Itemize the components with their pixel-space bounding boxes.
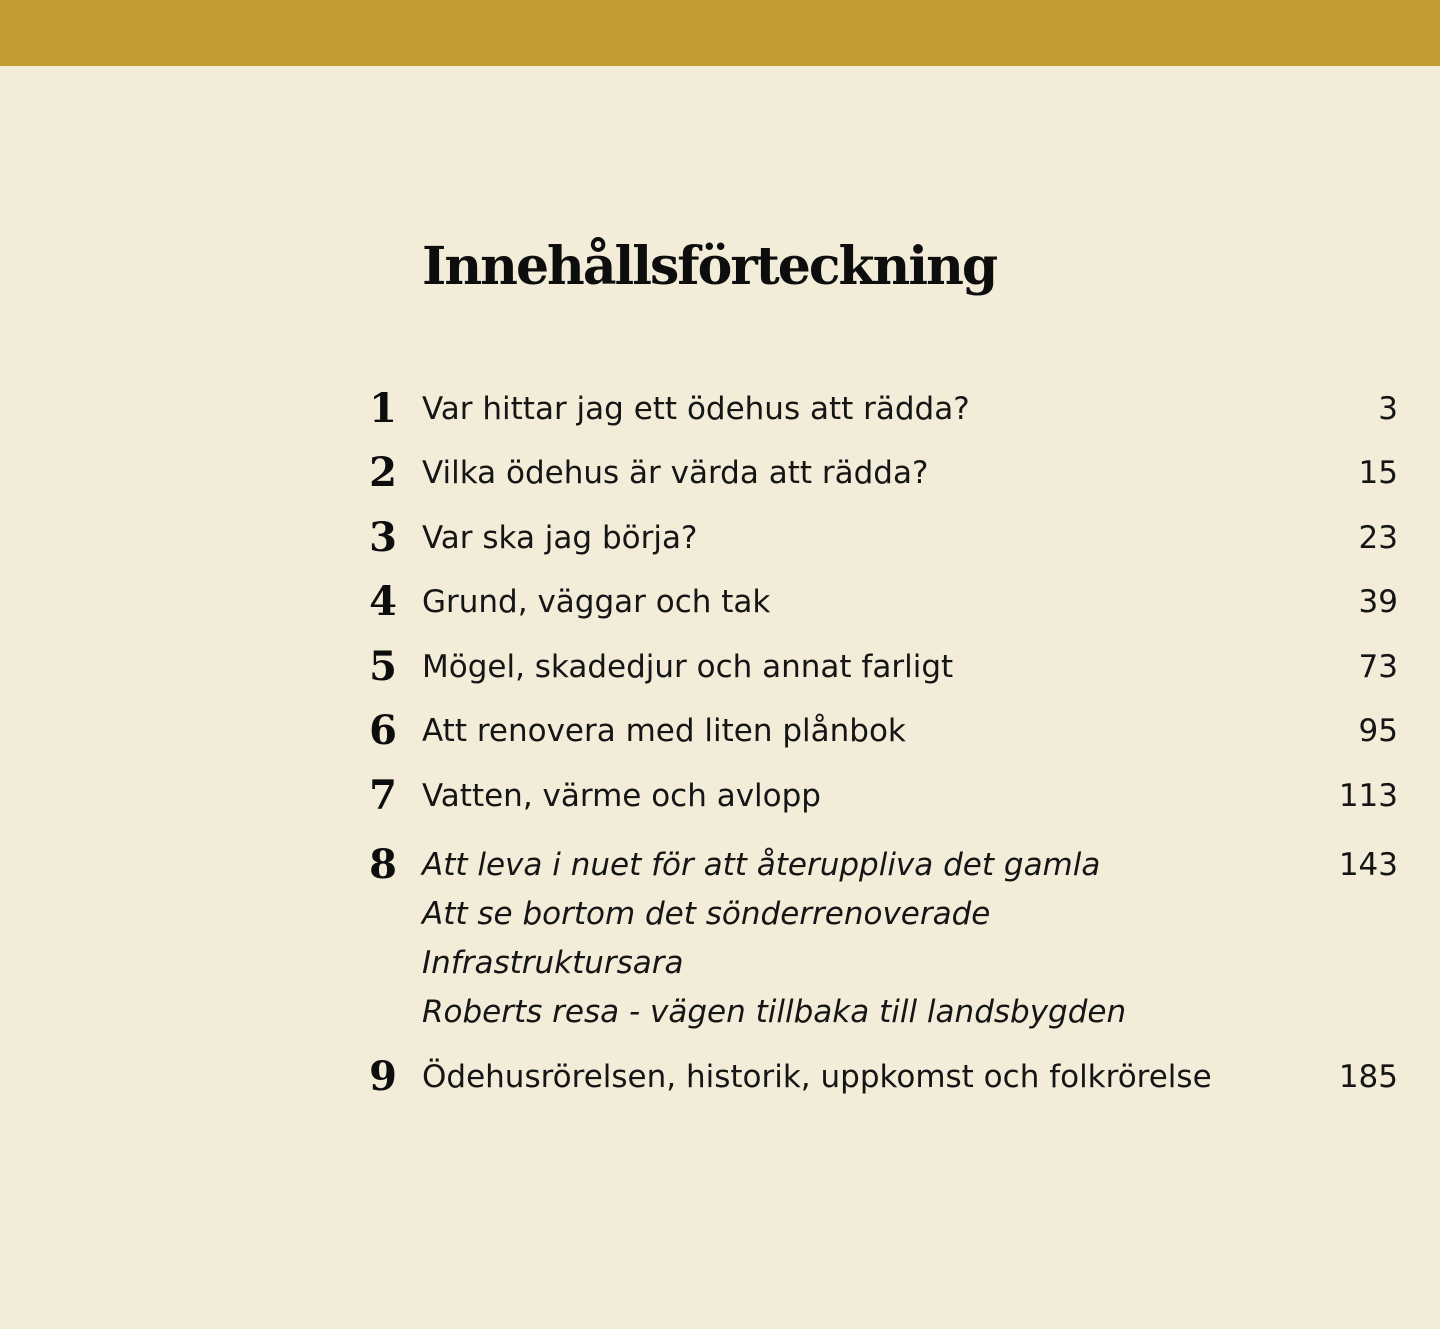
chapter-number: 8 [369,841,397,888]
chapter-number: 5 [369,643,397,690]
page-number: 39 [1358,584,1398,620]
chapter-title: Vatten, värme och avlopp [422,778,821,814]
toc-entry-7[interactable] [0,771,1440,821]
chapter-title: Grund, väggar och tak [422,584,771,620]
chapter-number: 4 [369,578,397,625]
chapter-subtitle: Roberts resa - vägen tillbaka till landsbygden [422,994,1127,1030]
chapter-number: 3 [369,514,397,561]
chapter-title: Vilka ödehus är värda att rädda? [422,455,929,491]
chapter-subtitle: Infrastruktursara [422,945,684,981]
page-number: 143 [1338,847,1398,883]
page-number: 3 [1378,391,1398,427]
chapter-number: 7 [369,772,397,819]
page-number: 15 [1358,455,1398,491]
page-number: 113 [1338,778,1398,814]
page-number: 95 [1358,713,1398,749]
chapter-title: Ödehusrörelsen, historik, uppkomst och folkrörelse [422,1059,1212,1095]
chapter-title: Mögel, skadedjur och annat farligt [422,649,954,685]
toc-entry-6[interactable] [0,706,1440,756]
chapter-number: 1 [369,385,397,432]
toc-entry-9[interactable] [0,1052,1440,1102]
page-number: 73 [1358,649,1398,685]
chapter-number: 2 [369,449,397,496]
chapter-subtitle: Att se bortom det sönderrenoverade [422,896,991,932]
chapter-title: Att leva i nuet för att återuppliva det gamla [422,847,1101,883]
toc-entry-4[interactable] [0,577,1440,627]
chapter-title: Var ska jag börja? [422,520,698,556]
chapter-title: Var hittar jag ett ödehus att rädda? [422,391,970,427]
chapter-number: 9 [369,1053,397,1100]
page-title: Innehållsförteckning [422,236,997,297]
top-accent-band [0,0,1440,66]
chapter-title: Att renovera med liten plånbok [422,713,906,749]
toc-entry-1[interactable] [0,384,1440,434]
page-number: 23 [1358,520,1398,556]
page-number: 185 [1338,1059,1398,1095]
chapter-number: 6 [369,707,397,754]
toc-entry-8[interactable] [0,840,1440,890]
toc-entry-5[interactable] [0,642,1440,692]
toc-entry-3[interactable] [0,513,1440,563]
toc-entry-2[interactable] [0,448,1440,498]
